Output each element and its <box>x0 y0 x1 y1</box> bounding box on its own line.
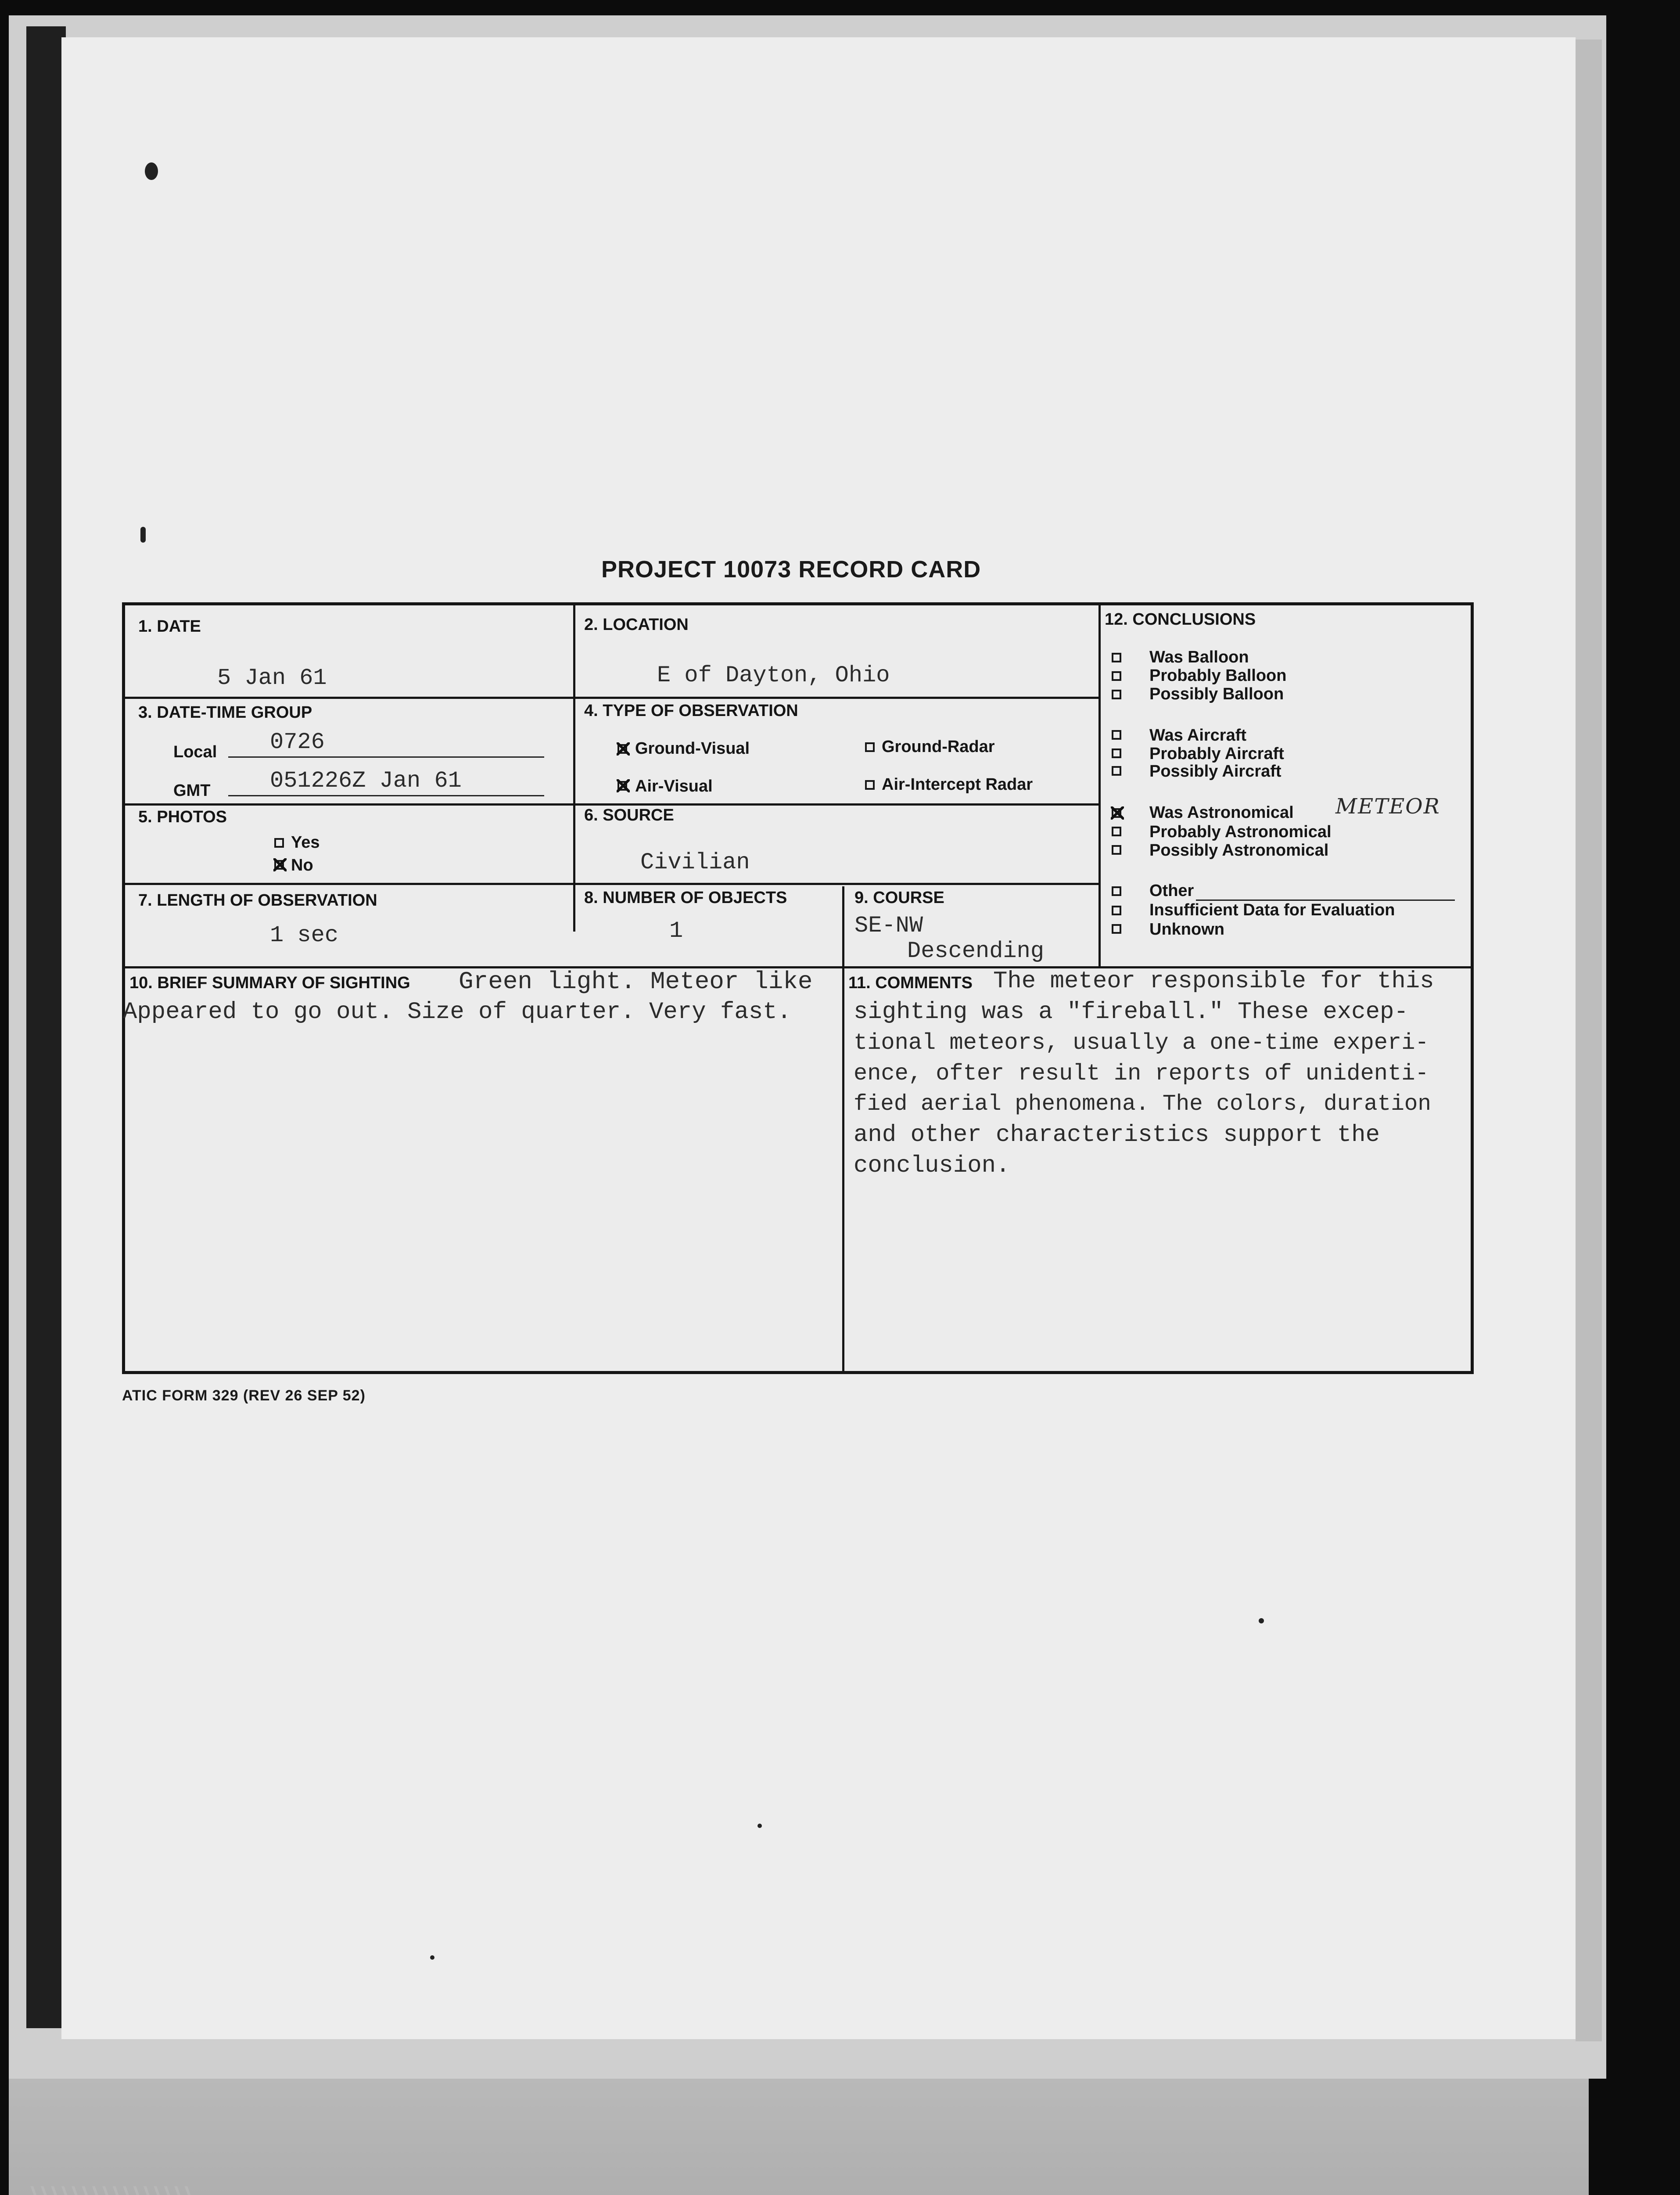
comments-line-2: sighting was a "fireball." These excep- <box>854 999 1408 1026</box>
was-balloon-checkbox[interactable] <box>1112 653 1121 662</box>
unknown-label: Unknown <box>1149 920 1224 939</box>
handwritten-meteor-note: METEOR <box>1335 794 1440 819</box>
course-value-direction: SE-NW <box>854 913 923 939</box>
photos-label: 5. PHOTOS <box>138 808 227 826</box>
comments-line-1: The meteor responsible for this <box>993 968 1434 995</box>
date-label: 1. DATE <box>138 617 201 636</box>
number-of-objects-label: 8. NUMBER OF OBJECTS <box>584 889 787 907</box>
probably-balloon-checkbox[interactable] <box>1112 671 1121 681</box>
photos-yes-checkbox[interactable] <box>274 838 284 848</box>
air-intercept-radar-checkbox[interactable] <box>865 780 875 790</box>
card-title: PROJECT 10073 RECORD CARD <box>601 556 981 583</box>
was-aircraft-checkbox[interactable] <box>1112 730 1121 740</box>
location-label: 2. LOCATION <box>584 615 689 634</box>
grid-vline <box>842 886 844 1371</box>
probably-aircraft-checkbox[interactable] <box>1112 748 1121 758</box>
gmt-time-value: 051226Z Jan 61 <box>270 768 462 794</box>
insufficient-data-label: Insufficient Data for Evaluation <box>1149 901 1395 919</box>
course-label: 9. COURSE <box>854 889 944 907</box>
was-balloon-label: Was Balloon <box>1149 648 1249 666</box>
brief-summary-label: 10. BRIEF SUMMARY OF SIGHTING <box>129 974 410 992</box>
ground-radar-checkbox[interactable] <box>865 742 875 752</box>
speck-mark <box>145 162 158 180</box>
comments-line-5: fied aerial phenomena. The colors, duration <box>854 1092 1432 1117</box>
record-card <box>122 602 1474 1374</box>
comments-line-3: tional meteors, usually a one-time experi- <box>854 1030 1429 1056</box>
brief-summary-line-1: Green light. Meteor like <box>459 968 813 996</box>
grid-hline <box>125 883 1098 885</box>
air-intercept-radar-label: Air-Intercept Radar <box>882 775 1033 794</box>
speck-mark <box>1259 1618 1264 1623</box>
number-of-objects-value: 1 <box>669 918 683 944</box>
photos-yes-label: Yes <box>291 833 320 852</box>
source-value: Civilian <box>640 849 750 875</box>
probably-astronomical-checkbox[interactable] <box>1112 827 1121 836</box>
local-time-value: 0726 <box>270 729 325 755</box>
comments-label: 11. COMMENTS <box>848 974 973 992</box>
local-label: Local <box>173 743 217 761</box>
comments-line-7: conclusion. <box>854 1152 1010 1179</box>
page-shadow-right <box>1576 40 1602 2041</box>
date-time-group-label: 3. DATE-TIME GROUP <box>138 703 312 722</box>
film-scratch-marks <box>26 2186 193 2195</box>
air-visual-label: Air-Visual <box>635 777 713 795</box>
was-aircraft-label: Was Aircraft <box>1149 726 1247 745</box>
photos-no-checkbox[interactable] <box>274 860 284 870</box>
air-visual-checkbox[interactable] <box>617 781 627 791</box>
gmt-underline <box>228 795 544 796</box>
possibly-astronomical-checkbox[interactable] <box>1112 845 1121 855</box>
insufficient-data-checkbox[interactable] <box>1112 906 1121 915</box>
speck-mark <box>757 1824 762 1828</box>
local-underline <box>228 756 544 758</box>
date-value: 5 Jan 61 <box>217 665 327 691</box>
comments-line-4: ence, ofter result in reports of unidenti- <box>854 1061 1429 1087</box>
location-value: E of Dayton, Ohio <box>657 662 890 688</box>
photos-no-label: No <box>291 856 313 874</box>
probably-astronomical-label: Probably Astronomical <box>1149 823 1332 841</box>
was-astronomical-checkbox[interactable] <box>1112 808 1121 818</box>
unknown-checkbox[interactable] <box>1112 924 1121 934</box>
probably-balloon-label: Probably Balloon <box>1149 666 1287 685</box>
gmt-label: GMT <box>173 781 211 800</box>
possibly-balloon-label: Possibly Balloon <box>1149 685 1284 703</box>
length-of-observation-label: 7. LENGTH OF OBSERVATION <box>138 891 377 910</box>
length-of-observation-value: 1 sec <box>270 922 339 948</box>
speck-mark <box>430 1955 434 1960</box>
possibly-astronomical-label: Possibly Astronomical <box>1149 841 1329 860</box>
page-shadow-left <box>26 26 66 2028</box>
possibly-balloon-checkbox[interactable] <box>1112 690 1121 699</box>
ground-radar-label: Ground-Radar <box>882 738 995 756</box>
possibly-aircraft-checkbox[interactable] <box>1112 766 1121 776</box>
other-label: Other <box>1149 882 1194 900</box>
was-astronomical-label: Was Astronomical <box>1149 803 1294 822</box>
possibly-aircraft-label: Possibly Aircraft <box>1149 762 1282 781</box>
speck-mark <box>140 527 146 543</box>
probably-aircraft-label: Probably Aircraft <box>1149 745 1284 763</box>
grid-hline <box>125 697 1098 699</box>
source-label: 6. SOURCE <box>584 806 674 824</box>
observation-type-label: 4. TYPE OF OBSERVATION <box>584 702 798 720</box>
comments-line-6: and other characteristics support the <box>854 1122 1380 1148</box>
ground-visual-checkbox[interactable] <box>617 744 627 754</box>
form-footer: ATIC FORM 329 (REV 26 SEP 52) <box>122 1387 366 1404</box>
ground-visual-label: Ground-Visual <box>635 739 750 758</box>
other-checkbox[interactable] <box>1112 886 1121 896</box>
brief-summary-line-2: Appeared to go out. Size of quarter. Very fast. <box>123 999 792 1026</box>
conclusions-label: 12. CONCLUSIONS <box>1105 610 1256 629</box>
grid-vline <box>1098 605 1101 966</box>
course-value-descending: Descending <box>907 938 1045 964</box>
